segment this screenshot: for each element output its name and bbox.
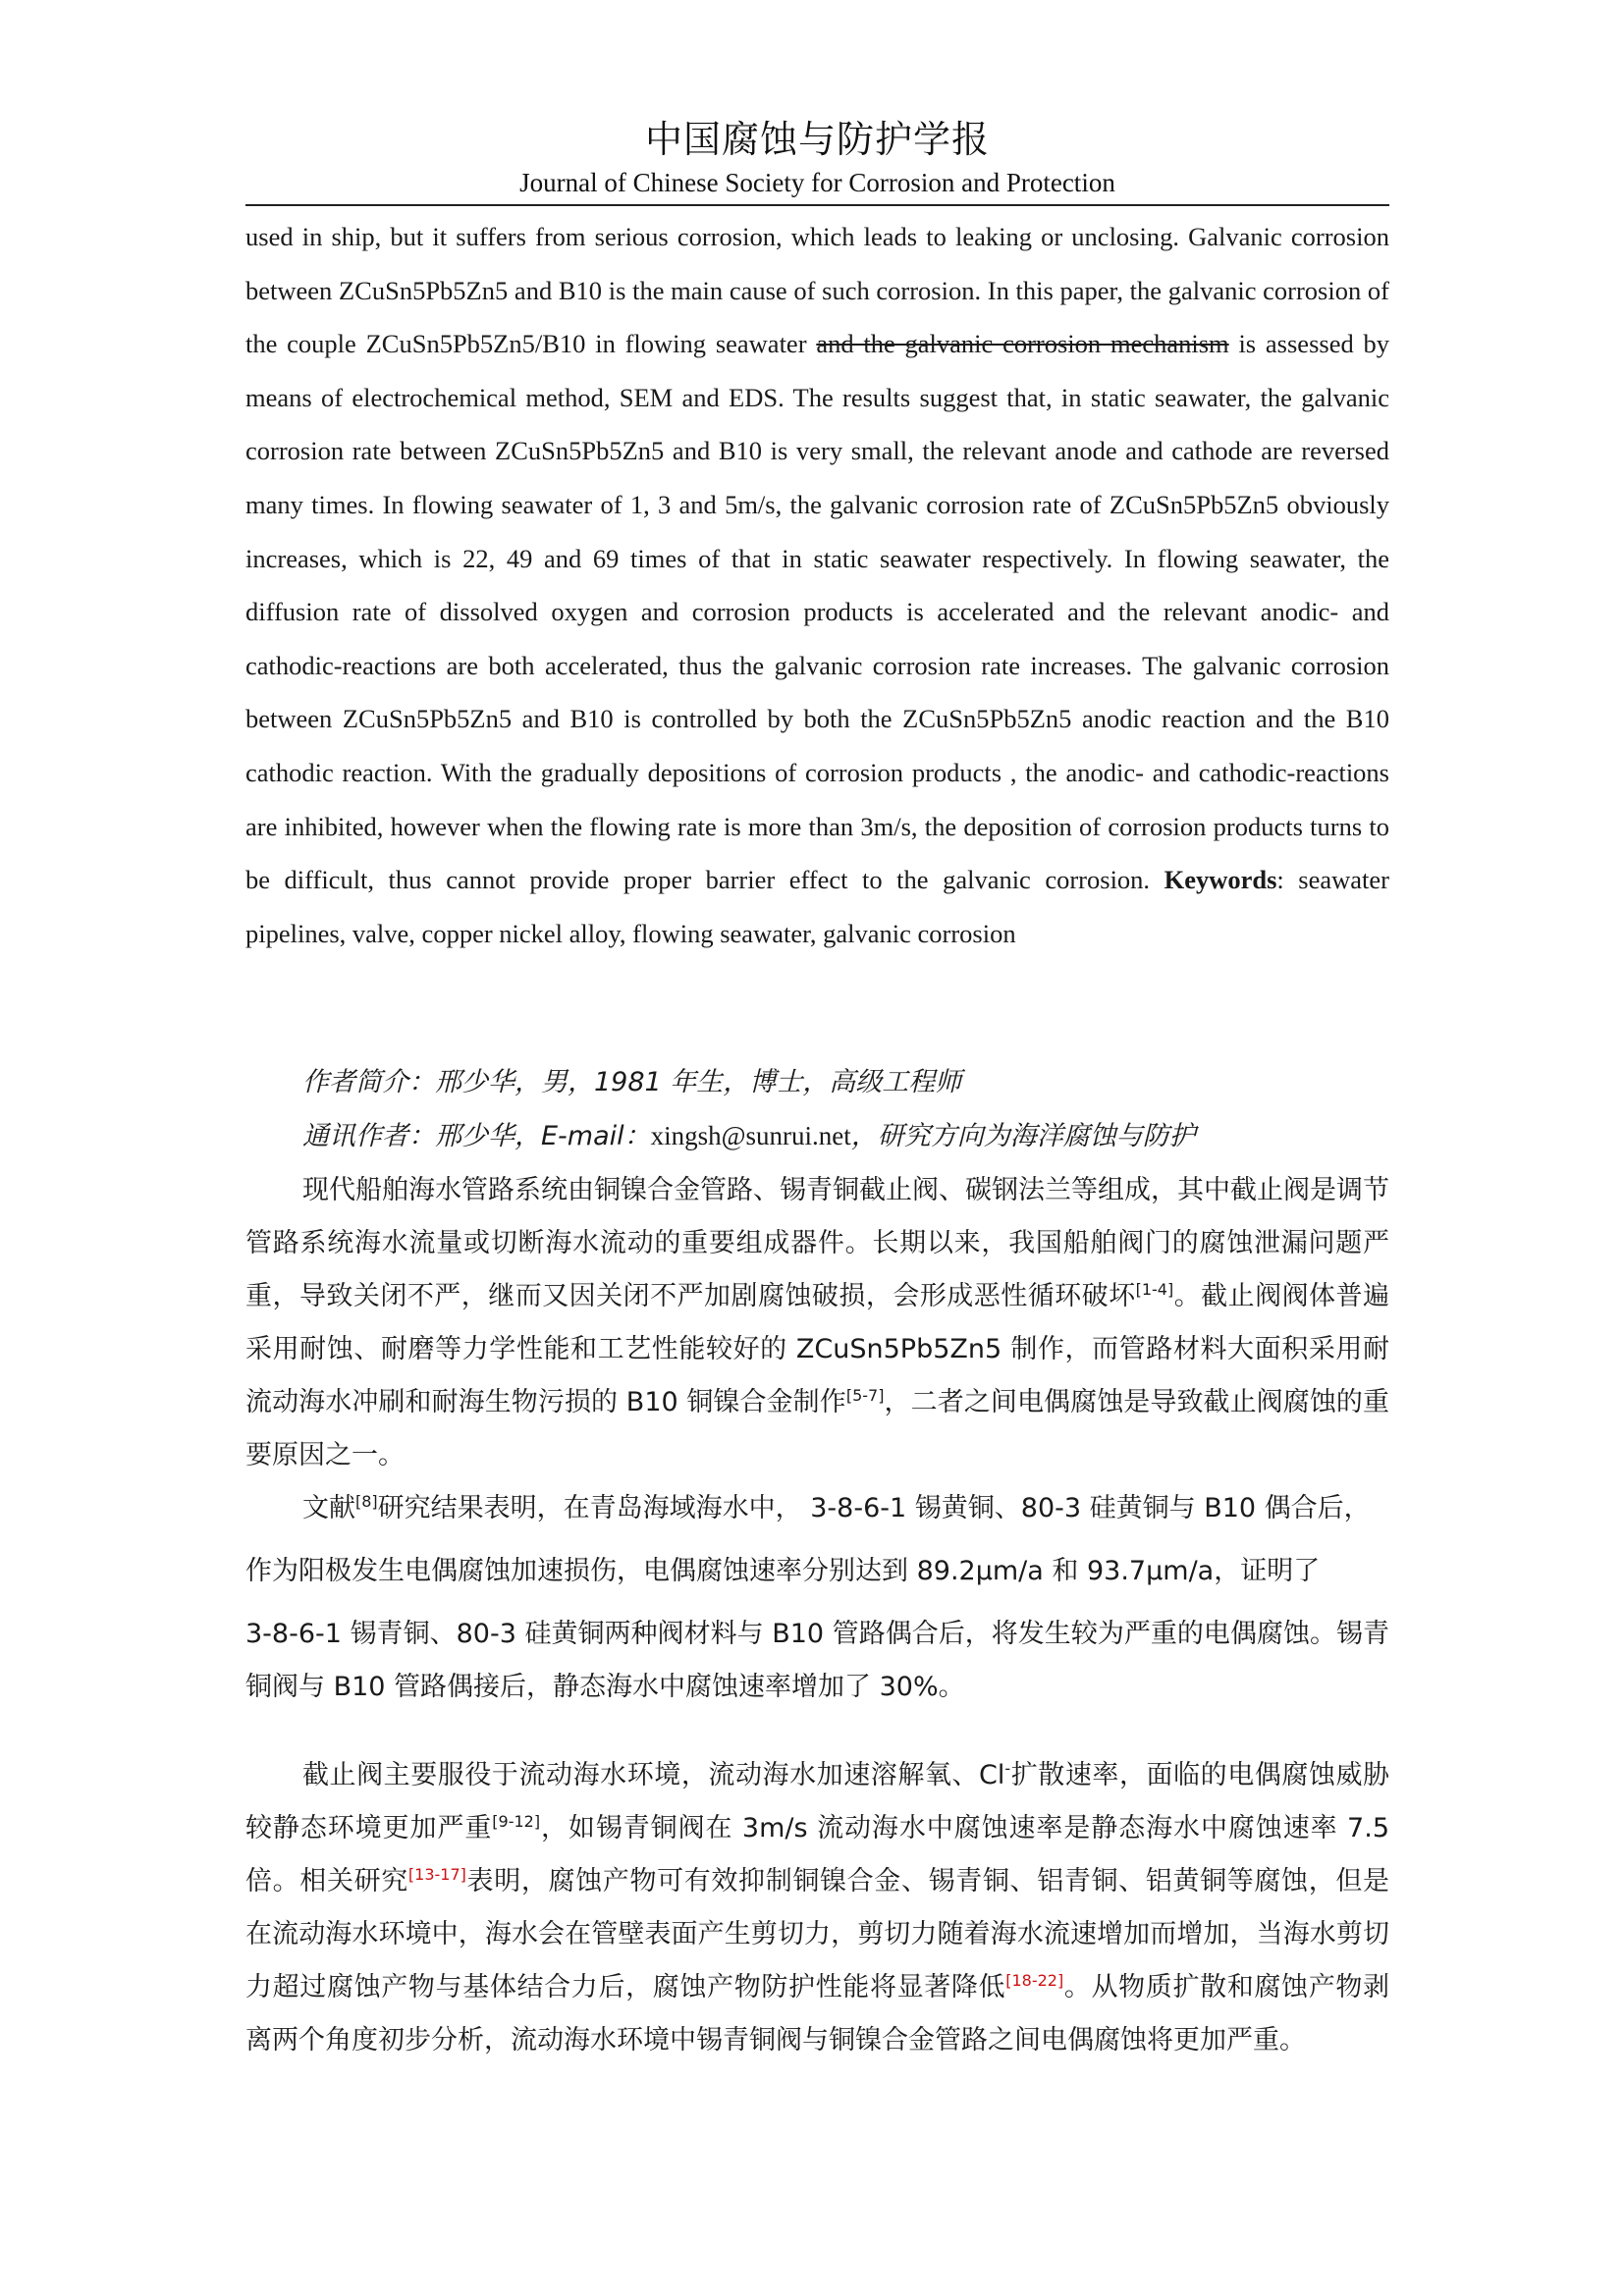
citation-18-22[interactable]: [18-22] bbox=[1005, 1971, 1064, 1990]
paragraph-text: 截止阀主要服役于流动海水环境，流动海水加速溶解氧、Cl bbox=[302, 1760, 1005, 1790]
paragraph-text: 研究结果表明，在青岛海域海水中， 3-8-6-1 锡黄铜、80-3 硅黄铜与 B10 偶合后， bbox=[377, 1493, 1371, 1523]
contact-prefix: 通讯作者：邢少华，E-mail： bbox=[302, 1121, 651, 1151]
contact-suffix: ，研究方向为海洋腐蚀与防护 bbox=[850, 1121, 1196, 1151]
citation-1-4[interactable]: [1-4] bbox=[1135, 1280, 1174, 1299]
abstract-text-1: used in ship, but it suffers from serious corrosion, which leads to leaking or unclosing. Galvanic corrosion between ZCuSn5Pb5Zn5 and B10 is the main cause of such corrosion. In this paper, the galvanic corrosion of the couple ZCuSn5Pb5Zn5/B10 in flowing seawater bbox=[245, 222, 1389, 359]
citation-9-12[interactable]: [9-12] bbox=[492, 1812, 541, 1831]
body-paragraph-2 bbox=[245, 1482, 1389, 1714]
abstract-text-2: is assessed by means of electrochemical method, SEM and EDS. The results suggest that, in static seawater, the galvanic corrosion rate between ZCuSn5Pb5Zn5 and B10 is very small, the relevant anode and cathode are reversed many times. In flowing seawater of 1, 3 and 5m/s, the galvanic corrosion rate of ZCuSn5Pb5Zn5 obviously increases, which is 22, 49 and 69 times of that in static seawater respectively. In flowing seawater, the diffusion rate of dissolved oxygen and corrosion products is accelerated and the relevant anodic- and cathodic-reactions are both accelerated, thus the galvanic corrosion rate increases. The galvanic corrosion between ZCuSn5Pb5Zn5 and B10 is controlled by both the ZCuSn5Pb5Zn5 anodic reaction and the B10 cathodic reaction. With the gradually depositions of corrosion products , the anodic- and cathodic-reactions are inhibited, however when the flowing rate is more than 3m/s, the deposition of corrosion products turns to be difficult, thus cannot provide proper barrier effect to the galvanic corrosion. bbox=[245, 329, 1389, 895]
keywords-label: Keywords bbox=[1164, 865, 1277, 895]
paragraph-text: 。从物质扩散和腐蚀产物剥离两个角度初步分析，流动海水环境中锡青铜阀与铜镍合金管路之间电偶腐蚀将更加严重。 bbox=[245, 1972, 1390, 2056]
author-email[interactable]: xingsh@sunrui.net bbox=[650, 1121, 851, 1150]
paragraph-text: ，二者之间电偶腐蚀是导致截止阀腐蚀的重要原因之一。 bbox=[245, 1387, 1390, 1470]
paragraph-text: 现代船舶海水管路系统由铜镍合金管路、锡青铜截止阀、碳钢法兰等组成，其中截止阀是调节管路系统海水流量或切断海水流动的重要组成器件。长期以来，我国船舶阀门的腐蚀泄漏问题严重，导致关闭不严，继而又因关闭不严加剧腐蚀破损，会形成恶性循环破坏 bbox=[245, 1175, 1389, 1311]
corresponding-author bbox=[245, 1109, 1389, 1163]
citation-5-7[interactable]: [5-7] bbox=[845, 1386, 885, 1405]
header-divider bbox=[245, 204, 1389, 206]
paragraph-line bbox=[245, 1482, 1389, 1535]
keywords-list: : seawater pipelines, valve, copper nickel alloy, flowing seawater, galvanic corrosion bbox=[245, 865, 1389, 948]
paragraph-line: 3-8-6-1 锡青铜、80-3 硅黄铜两种阀材料与 B10 管路偶合后，将发生较为严重的电偶腐蚀。锡青铜阀与 B10 管路偶接后，静态海水中腐蚀速率增加了 30%。 bbox=[245, 1619, 1389, 1702]
chloride-superscript: - bbox=[1004, 1759, 1011, 1778]
author-bio: 作者简介：邢少华，男，1981 年生，博士，高级工程师 bbox=[302, 1067, 962, 1097]
abstract-struck-text: and the galvanic corrosion mechanism bbox=[816, 329, 1229, 359]
body-paragraph-3 bbox=[245, 1749, 1389, 2067]
journal-title-cn: 中国腐蚀与防护学报 bbox=[644, 118, 990, 161]
paragraph-text: 。截止阀阀体普遍采用耐蚀、耐磨等力学性能和工艺性能较好的 ZCuSn5Pb5Zn5 制作，而管路材料大面积采用耐流动海水冲刷和耐海生物污损的 B10 铜镍合金制作 bbox=[245, 1281, 1389, 1417]
citation-13-17[interactable]: [13-17] bbox=[407, 1865, 466, 1884]
paragraph-line: 作为阳极发生电偶腐蚀加速损伤，电偶腐蚀速率分别达到 89.2μm/a 和 93.7μm/a，证明了 bbox=[245, 1556, 1321, 1586]
journal-header bbox=[245, 116, 1389, 200]
body-paragraph-1 bbox=[245, 1164, 1389, 1482]
paragraph-text: 扩散速率，面临的电偶腐蚀威胁较静态环境更加严重 bbox=[245, 1760, 1390, 1843]
journal-title-en: Journal of Chinese Society for Corrosion and Protection bbox=[519, 168, 1115, 197]
paragraph-text: 表明，腐蚀产物可有效抑制铜镍合金、锡青铜、铝青铜、铝黄铜等腐蚀，但是在流动海水环境中，海水会在管壁表面产生剪切力，剪切力随着海水流速增加而增加，当海水剪切力超过腐蚀产物与基体结合力后，腐蚀产物防护性能将显著降低 bbox=[245, 1866, 1390, 2002]
paragraph-text: 文献 bbox=[302, 1493, 355, 1523]
author-info bbox=[245, 1056, 1389, 1163]
paragraph-text: ，如锡青铜阀在 3m/s 流动海水中腐蚀速率是静态海水中腐蚀速率 7.5 倍。相关研究 bbox=[245, 1813, 1389, 1896]
english-abstract bbox=[245, 210, 1389, 960]
citation-8[interactable]: [8] bbox=[355, 1492, 378, 1511]
